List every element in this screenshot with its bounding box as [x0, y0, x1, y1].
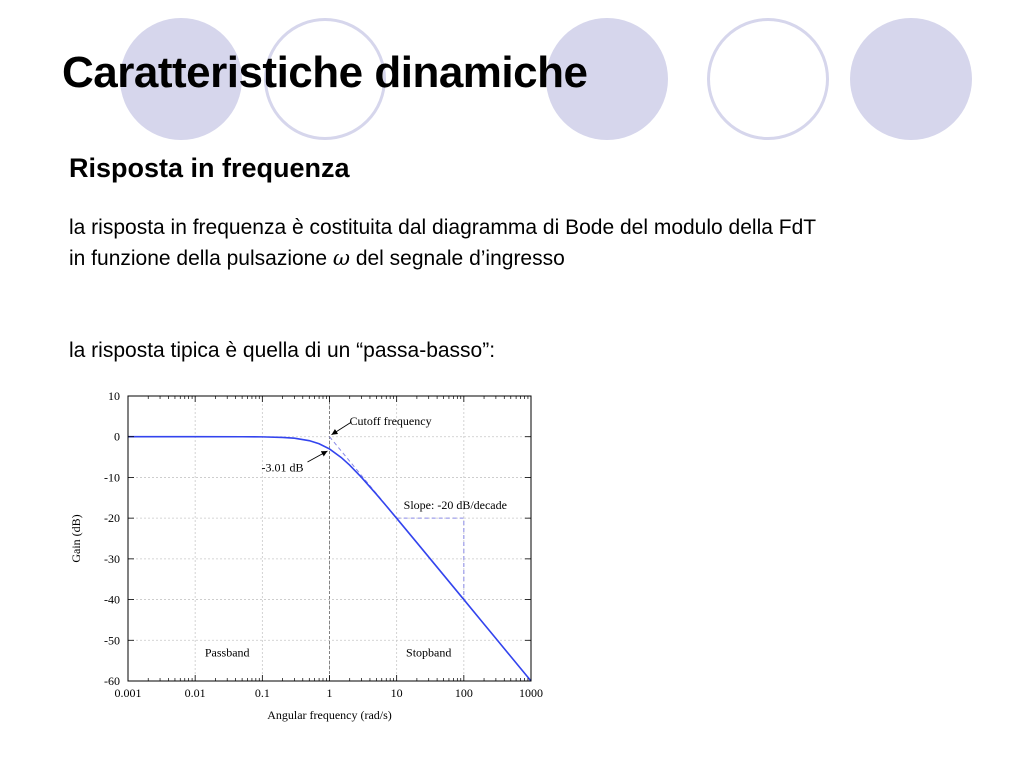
deco-circle-5 — [850, 18, 972, 140]
x-tick-label: 100 — [454, 686, 473, 700]
y-tick-label: -30 — [104, 551, 120, 566]
y-tick-label: -10 — [104, 470, 120, 485]
y-tick-label: 10 — [108, 389, 120, 403]
y-tick-label: -60 — [104, 674, 120, 688]
arrow-3db — [308, 451, 328, 462]
y-tick-label: 0 — [114, 429, 120, 444]
y-tick-label: -40 — [104, 592, 120, 607]
y-tick-label: -20 — [104, 511, 120, 526]
slide-subtitle: Risposta in frequenza — [69, 153, 350, 183]
x-tick-label: 10 — [390, 686, 403, 700]
annotation-stopband: Stopband — [406, 645, 452, 660]
x-axis-label: Angular frequency (rad/s) — [267, 708, 392, 722]
annotation-passband: Passband — [204, 645, 250, 660]
paragraph-line-1: la risposta in frequenza è costituita dal diagramma di Bode del modulo della FdT — [69, 216, 817, 239]
chart-grid — [128, 396, 531, 681]
paragraph-line-2 — [69, 243, 816, 274]
bode-magnitude-chart — [66, 386, 556, 731]
deco-circle-4 — [707, 18, 829, 140]
paragraph-line-2-post: del segnale d’ingresso — [349, 247, 565, 270]
omega-symbol: ω — [332, 246, 350, 270]
y-axis-label: Gain (dB) — [69, 514, 83, 563]
paragraph-line-2-pre: in funzione della pulsazione — [69, 247, 333, 270]
x-tick-label: 0.1 — [254, 686, 270, 700]
annotation-slope: Slope: -20 dB/decade — [403, 498, 507, 513]
axis-ticks — [104, 389, 543, 700]
annotation-3db: -3.01 dB — [261, 460, 304, 475]
x-tick-label: 1000 — [519, 686, 543, 700]
x-tick-label: 1 — [326, 686, 333, 700]
y-tick-label: -50 — [104, 633, 120, 648]
x-tick-label: 0.01 — [184, 686, 206, 700]
paragraph-lowpass: la risposta tipica è quella di un “passa-basso”: — [69, 339, 496, 362]
annotations — [205, 414, 507, 660]
slide-title: Caratteristiche dinamiche — [62, 48, 588, 97]
annotation-cutoff-frequency: Cutoff frequency — [349, 414, 432, 428]
x-tick-label: 0.001 — [114, 686, 142, 700]
paragraph-bode-description — [69, 213, 816, 274]
arrow-cutoff — [332, 422, 352, 435]
